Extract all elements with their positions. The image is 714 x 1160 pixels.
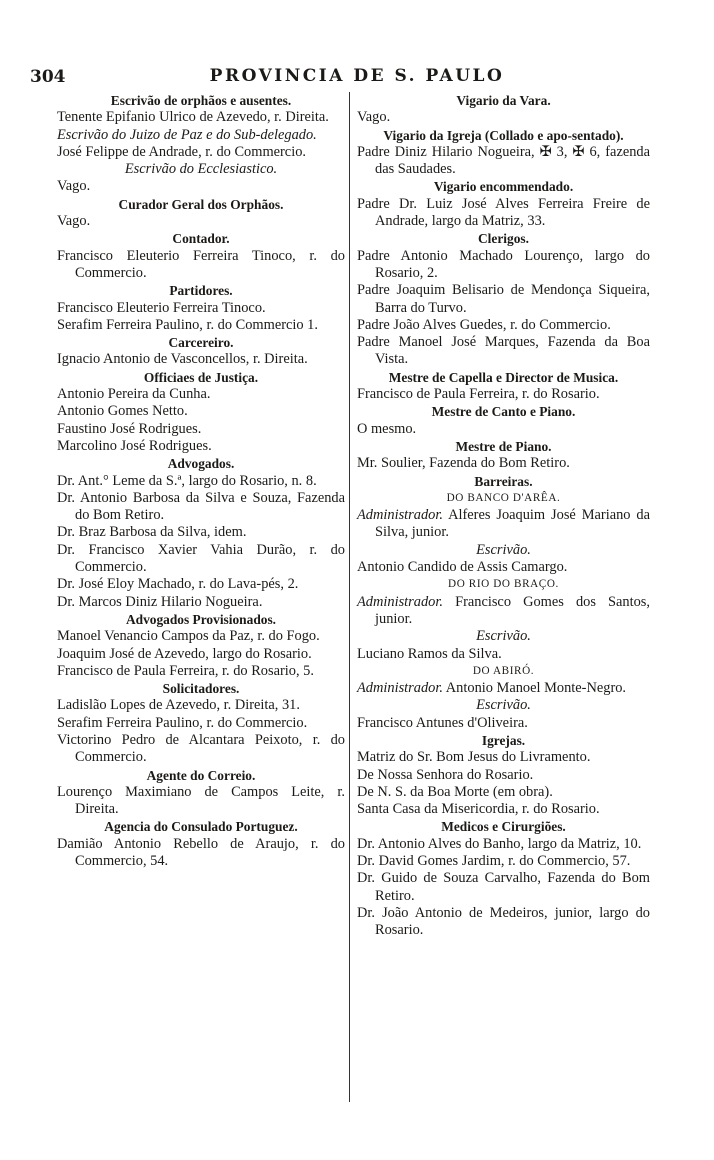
- entry: Padre Joaquim Belisario de Mendonça Siqueira, Barra do Turvo.: [357, 282, 650, 316]
- entry: Faustino José Rodrigues.: [57, 420, 202, 437]
- entry: Dr. João Antonio de Medeiros, junior, largo do Rosario.: [357, 904, 650, 939]
- section-heading: Vigario encommendado.: [433, 179, 574, 195]
- entry: José Felippe de Andrade, r. do Commercio.: [57, 143, 306, 160]
- entry: Ignacio Antonio de Vasconcellos, r. Direita.: [57, 351, 308, 368]
- small-caps-heading: DO ABIRÓ.: [472, 664, 535, 677]
- entry: Francisco Antunes d'Oliveira.: [357, 714, 528, 731]
- section-heading: Solicitadores.: [162, 681, 240, 697]
- entry: Joaquim José de Azevedo, largo do Rosario.: [57, 645, 312, 662]
- entry: Victorino Pedro de Alcantara Peixoto, r. do Commercio.: [57, 731, 345, 766]
- section-heading: Agencia do Consulado Portuguez.: [104, 819, 298, 835]
- section-heading: Mestre de Capella e Director de Musica.: [388, 369, 619, 385]
- entry: Padre Dr. Luiz José Alves Ferreira Freire de Andrade, largo da Matriz, 33.: [357, 195, 650, 230]
- entry-text: Antonio Manoel Monte-Negro.: [445, 680, 627, 697]
- entry: Dr. David Gomes Jardim, r. do Commercio, 57.: [357, 853, 631, 870]
- entry: Antonio Candido de Assis Camargo.: [357, 559, 568, 576]
- section-heading: Carcereiro.: [168, 335, 234, 351]
- running-head: PROVINCIA DE S. PAULO: [209, 66, 505, 86]
- entry: Serafim Ferreira Paulino, r. do Commercio.: [57, 714, 308, 731]
- entry: Santa Casa da Misericordia, r. do Rosario.: [357, 801, 600, 818]
- entry: Vago.: [57, 178, 91, 195]
- section-heading: Igrejas.: [481, 732, 526, 748]
- entry: De Nossa Senhora do Rosario.: [357, 766, 534, 783]
- entry: Dr. Antonio Barbosa da Silva e Souza, Fazenda do Bom Retiro.: [57, 489, 345, 524]
- entry: Mr. Soulier, Fazenda do Bom Retiro.: [357, 455, 570, 472]
- left-column: [57, 92, 345, 870]
- column-divider: [349, 92, 350, 1102]
- section-heading: Curador Geral dos Orphãos.: [118, 196, 284, 212]
- entry: Francisco Eleuterio Ferreira Tinoco, r. do Commercio.: [57, 247, 345, 281]
- section-heading: Mestre de Piano.: [455, 438, 552, 454]
- entry: Dr. Francisco Xavier Vahia Durão, r. do Commercio.: [57, 541, 345, 576]
- entry: Ladislão Lopes de Azevedo, r. Direita, 31.: [57, 697, 300, 714]
- subheading: Escrivão do Juizo de Paz e do Sub-delegado.: [57, 126, 317, 143]
- entry: Padre Antonio Machado Lourenço, largo do Rosario, 2.: [357, 247, 650, 281]
- entry: [357, 594, 650, 629]
- subheading: Escrivão.: [476, 541, 531, 558]
- small-caps-heading: DO BANCO D'ARÊA.: [446, 491, 561, 504]
- entry: Serafim Ferreira Paulino, r. do Commercio 1.: [57, 316, 318, 333]
- section-heading: Vigario da Vara.: [456, 93, 551, 108]
- entry: Lourenço Maximiano de Campos Leite, r. Direita.: [57, 783, 345, 818]
- entry: O mesmo.: [357, 420, 417, 437]
- entry: Antonio Pereira da Cunha.: [57, 386, 211, 403]
- subheading: Escrivão do Ecclesiastico.: [124, 161, 278, 178]
- entry: Matriz do Sr. Bom Jesus do Livramento.: [357, 749, 591, 766]
- section-heading: Officiaes de Justiça.: [143, 369, 259, 385]
- entry: Dr. Guido de Souza Carvalho, Fazenda do Bom Retiro.: [357, 870, 650, 904]
- entry: [357, 680, 650, 697]
- entry: Francisco de Paula Ferreira, r. do Rosario, 5.: [57, 662, 314, 679]
- section-heading: Advogados Provisionados.: [125, 611, 277, 627]
- small-caps-heading: DO RIO DO BRAÇO.: [448, 578, 559, 591]
- entry: Tenente Epifanio Ulrico de Azevedo, r. Direita.: [57, 109, 329, 126]
- entry: Padre Diniz Hilario Nogueira, ✠ 3, ✠ 6, fazenda das Saudades.: [357, 143, 650, 178]
- entry: Manoel Venancio Campos da Paz, r. do Fogo.: [57, 628, 320, 645]
- entry: Marcolino José Rodrigues.: [57, 437, 212, 454]
- section-heading: Medicos e Cirurgiões.: [441, 819, 566, 835]
- role-label: Administrador.: [357, 593, 443, 610]
- entry: Dr. Marcos Diniz Hilario Nogueira.: [57, 593, 263, 610]
- entry: Luciano Ramos da Silva.: [357, 645, 502, 662]
- section-heading: Vigario da Igreja (Collado e apo-sentado).: [383, 127, 624, 143]
- section-heading: Mestre de Canto e Piano.: [431, 404, 576, 420]
- entry: Francisco Eleuterio Ferreira Tinoco.: [57, 299, 266, 316]
- right-column: [357, 92, 650, 940]
- entry: Dr. Braz Barbosa da Silva, idem.: [57, 524, 247, 541]
- entry: Dr. Antonio Alves do Banho, largo da Matriz, 10.: [357, 835, 642, 852]
- entry-text: Francisco Gomes dos Santos, junior.: [375, 593, 650, 627]
- section-heading: Agente do Correio.: [146, 767, 256, 783]
- entry: Vago.: [57, 213, 91, 230]
- section-heading: Barreiras.: [474, 473, 533, 489]
- section-heading: Clerigos.: [478, 231, 529, 247]
- entry: Damião Antonio Rebello de Araujo, r. do Commercio, 54.: [57, 835, 345, 870]
- entry: Antonio Gomes Netto.: [57, 403, 188, 420]
- entry: De N. S. da Boa Morte (em obra).: [357, 783, 553, 800]
- entry: Vago.: [357, 109, 391, 126]
- section-heading: Escrivão de orphãos e ausentes.: [110, 93, 292, 108]
- subheading: Escrivão.: [476, 628, 531, 645]
- page-number: 304: [30, 67, 66, 87]
- section-heading: Contador.: [172, 231, 230, 247]
- role-label: Administrador.: [357, 680, 443, 697]
- subheading: Escrivão.: [476, 697, 531, 714]
- role-label: Administrador.: [357, 507, 443, 524]
- entry: Dr. José Eloy Machado, r. do Lava-pés, 2.: [57, 576, 299, 593]
- entry: Dr. Ant.° Leme da S.ª, largo do Rosario, n. 8.: [57, 472, 317, 489]
- entry: [357, 507, 650, 542]
- entry: Padre João Alves Guedes, r. do Commercio.: [357, 316, 611, 333]
- entry-text: Alferes Joaquim José Mariano da Silva, junior.: [375, 507, 650, 541]
- section-heading: Partidores.: [169, 283, 233, 299]
- entry: Padre Manoel José Marques, Fazenda da Boa Vista.: [357, 334, 650, 368]
- entry: Francisco de Paula Ferreira, r. do Rosario.: [357, 386, 600, 403]
- section-heading: Advogados.: [167, 456, 235, 472]
